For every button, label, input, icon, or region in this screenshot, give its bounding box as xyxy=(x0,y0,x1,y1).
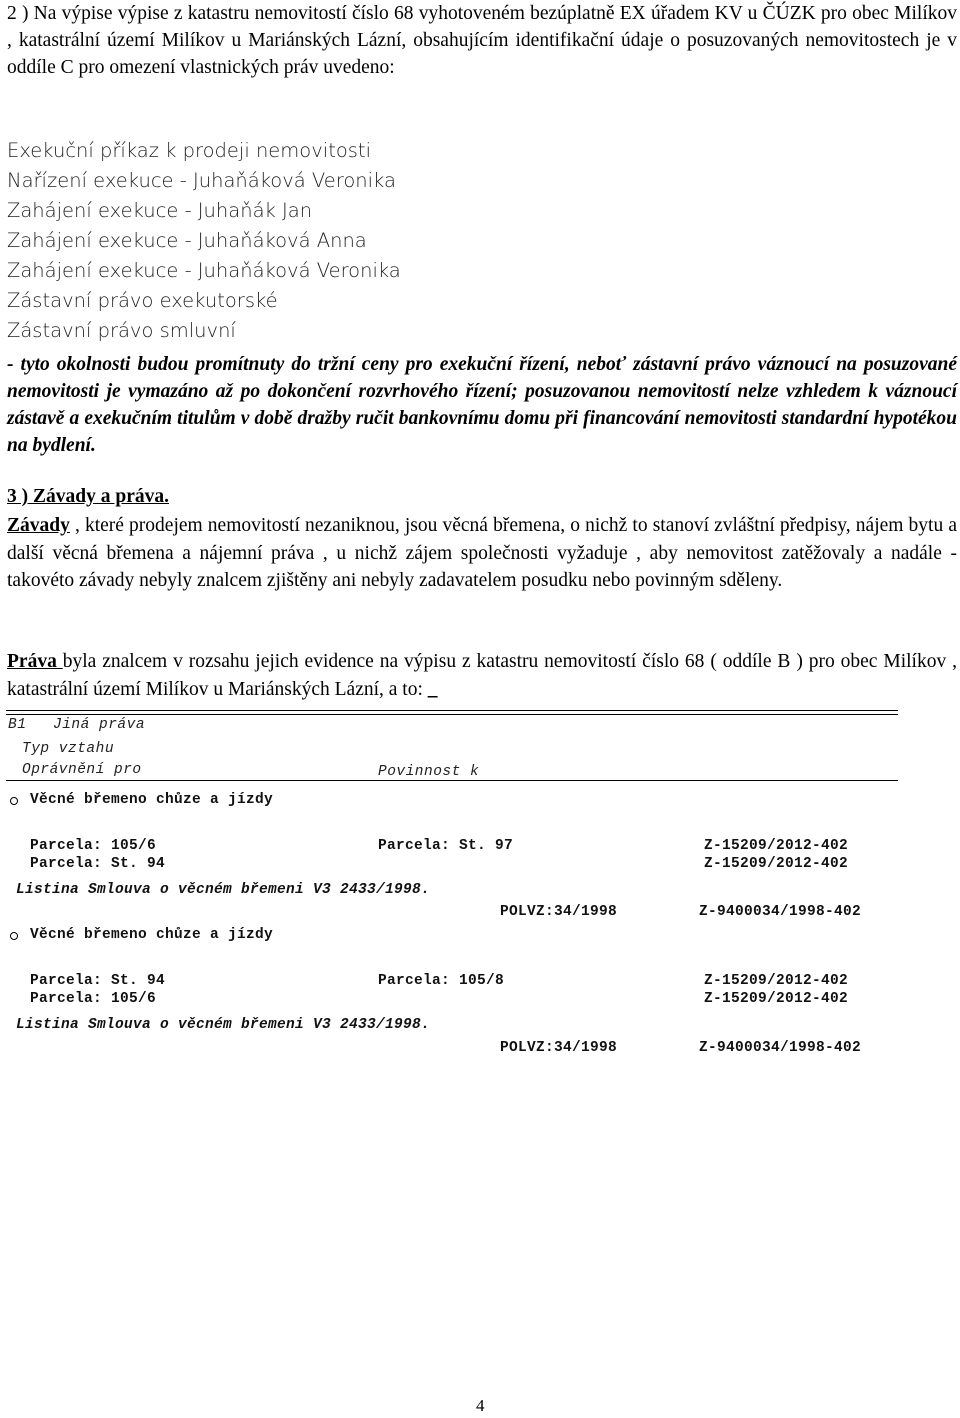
valuation-note: - tyto okolnosti budou promítnuty do tržní ceny pro exekuční řízení, neboť zástavní právo váznoucí na posuzované nemovitosti je vymazáno až po dokončení rozvrhového řízení; posuzovanou nemovitostí nelze vzhledem k váznoucí zástavě a exekučním titulům v době dražby ručit bankovnímu domu při financování nemovitosti standardní hypotékou na bydlení. xyxy=(7,354,957,456)
deed-reference: Listina Smlouva o věcném břemeni V3 2433/1998. xyxy=(16,1017,431,1033)
record-reference: Z-15209/2012-402 xyxy=(704,991,849,1007)
bullet-icon xyxy=(10,932,18,940)
encumbrance-list xyxy=(7,136,401,346)
section-code: B1 xyxy=(8,717,27,733)
encumbrance-item: Nařízení exekuce - Juhaňáková Veronika xyxy=(7,169,396,192)
section-title: Jiná práva xyxy=(53,717,146,733)
easement-title: Věcné břemeno chůze a jízdy xyxy=(30,927,274,943)
record-reference: Z-15209/2012-402 xyxy=(704,973,849,989)
encumbrance-item: Zahájení exekuce - Juhaňáková Veronika xyxy=(7,259,401,282)
encumbrance-item: Zástavní právo exekutorské xyxy=(7,289,278,312)
record-reference: Z-15209/2012-402 xyxy=(704,856,849,872)
column-entitled: Oprávnění pro xyxy=(22,762,142,778)
defects-paragraph xyxy=(7,512,957,595)
rights-trailing-mark: _ xyxy=(427,678,438,700)
cadastre-extract xyxy=(0,708,960,1068)
polvz-number: POLVZ:34/1998 xyxy=(500,904,618,920)
extract-top-rule xyxy=(6,714,898,715)
header-rule xyxy=(6,780,898,781)
parcel-obligated: Parcela: 105/8 xyxy=(378,973,505,989)
parcel-obligated: Parcela: St. 97 xyxy=(378,838,514,854)
encumbrance-item: Zástavní právo smluvní xyxy=(7,319,236,342)
polvz-reference: Z-9400034/1998-402 xyxy=(699,904,862,920)
rights-paragraph xyxy=(7,648,957,703)
parcel-entitled: Parcela: 105/6 xyxy=(30,991,157,1007)
parcel-entitled: Parcela: St. 94 xyxy=(30,856,166,872)
encumbrance-item: Zahájení exekuce - Juhaňáková Anna xyxy=(7,229,367,252)
encumbrance-item: Exekuční příkaz k prodeji nemovitosti xyxy=(7,139,371,162)
encumbrance-item: Zahájení exekuce - Juhaňák Jan xyxy=(7,199,313,222)
bullet-icon xyxy=(10,797,18,805)
page-number: 4 xyxy=(476,1396,485,1415)
rights-label: Práva xyxy=(7,651,63,672)
extract-top-rule xyxy=(6,710,898,711)
polvz-number: POLVZ:34/1998 xyxy=(500,1040,618,1056)
defects-text: , které prodejem nemovitostí nezaniknou, jsou věcná břemena, o nichž to stanoví zvláštní předpisy, nájem bytu a další věcná břemena a nájemní práva , u nichž zájem společnosti vyžaduje , aby nemovitost zatěžovaly a nadále - takovéto závady nebyly znalcem zjištěny ani nebyly zadavatelem posudku nebo povinným sděleny. xyxy=(7,515,957,591)
parcel-entitled: Parcela: 105/6 xyxy=(30,838,157,854)
deed-reference: Listina Smlouva o věcném břemeni V3 2433/1998. xyxy=(16,882,431,898)
record-reference: Z-15209/2012-402 xyxy=(704,838,849,854)
defects-label: Závady xyxy=(7,515,70,536)
intro-paragraph: 2 ) Na výpise výpise z katastru nemovitostí číslo 68 vyhotoveném bezúplatně EX úřadem KV u ČÚZK pro obec Milíkov , katastrální území Milíkov u Mariánských Lázní, obsahujícím identifikační údaje o posuzovaných nemovitostech je v oddíle C pro omezení vlastnických práv uvedeno: xyxy=(7,3,957,78)
easement-title: Věcné břemeno chůze a jízdy xyxy=(30,792,274,808)
parcel-entitled: Parcela: St. 94 xyxy=(30,973,166,989)
section-heading: 3 ) Závady a práva. xyxy=(7,486,169,507)
column-obligation: Povinnost k xyxy=(378,764,480,780)
polvz-reference: Z-9400034/1998-402 xyxy=(699,1040,862,1056)
column-relation-type: Typ vztahu xyxy=(22,741,115,757)
rights-text: byla znalcem v rozsahu jejich evidence na výpisu z katastru nemovitostí číslo 68 ( oddíle B ) pro obec Milíkov , katastrální území Milíkov u Mariánských Lázní, a to: xyxy=(7,651,957,700)
